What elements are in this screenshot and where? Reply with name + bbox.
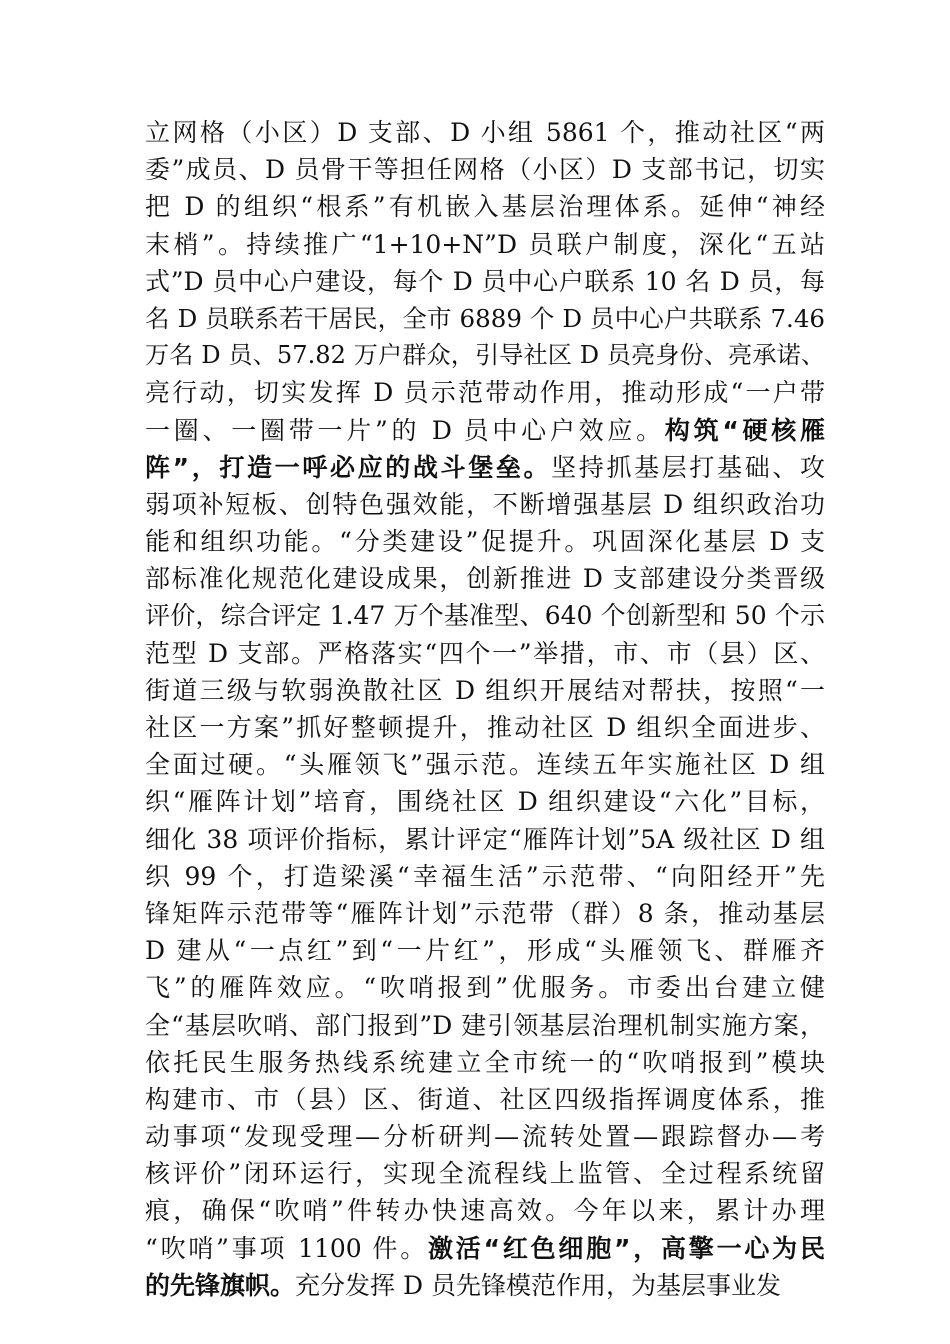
text-line [145, 300, 825, 337]
text-line [145, 151, 825, 188]
text-line [145, 374, 825, 411]
body-text: 部标准化规范化建设成果，创新推进 D 支部建设分类晋级 [145, 564, 825, 594]
body-text: 痕，确保“吹哨”件转办快速高效。今年以来，累计办理 [145, 1196, 825, 1226]
text-line [145, 188, 825, 225]
body-text: 充分发挥 D 员先锋模范作用，为基层事业发 [295, 1270, 781, 1300]
body-text: 细化 38 项评价指标，累计评定“雁阵计划”5A 级社区 D 组 [145, 824, 825, 854]
body-text: 一圈、一圈带一片”的 D 员中心户效应。 [145, 415, 665, 445]
text-line [145, 635, 825, 672]
body-text: D 建从“一点红”到“一片红”，形成“头雁领飞、群雁齐 [145, 936, 825, 966]
text-line [145, 226, 825, 263]
body-text: 式”D 员中心户建设，每个 D 员中心户联系 10 名 D 员，每 [145, 266, 825, 296]
body-text: 万名 D 员、57.82 万户群众，引导社区 D 员亮身份、亮承诺、 [145, 341, 825, 370]
body-text: 弱项补短板、创特色强效能，不断增强基层 D 组织政治功 [145, 489, 825, 519]
body-text: 委”成员、D 员骨干等担任网格（小区）D 支部书记，切实 [145, 155, 825, 185]
body-text: 全面过硬。“头雁领飞”强示范。连续五年实施社区 D 组 [145, 750, 825, 780]
text-line [145, 858, 825, 895]
body-text: 末梢”。持续推广“1+10+N”D 员联户制度，深化“五站 [145, 229, 825, 259]
text-line [145, 1155, 825, 1192]
body-text: 把 D 的组织“根系”有机嵌入基层治理体系。延伸“神经 [145, 192, 825, 222]
body-text: 全“基层吹哨、部门报到”D 建引领基层治理机制实施方案， [145, 1010, 825, 1040]
text-line [145, 783, 825, 820]
body-text: 亮行动，切实发挥 D 员示范带动作用，推动形成“一户带 [145, 378, 825, 408]
body-text: 评价，综合评定 1.47 万个基准型、640 个创新型和 50 个示 [145, 601, 825, 631]
text-line [145, 114, 825, 151]
text-line [145, 560, 825, 597]
text-line [145, 1267, 825, 1304]
body-text: 能和组织功能。“分类建设”促提升。巩固深化基层 D 支 [145, 527, 825, 557]
body-text: “吹哨”事项 1100 件。 [145, 1233, 429, 1263]
body-text: 坚持抓基层打基础、攻 [551, 452, 825, 482]
body-text: 织 99 个，打造梁溪“幸福生活”示范带、“向阳经开”先 [145, 861, 825, 891]
text-line [145, 1230, 825, 1267]
bold-heading-text: 构筑“硬核雁 [664, 415, 825, 445]
text-line [145, 412, 825, 449]
document-body-text [145, 114, 825, 1304]
text-line [145, 821, 825, 858]
text-line [145, 1007, 825, 1044]
text-line [145, 486, 825, 523]
body-text: 锋矩阵示范带等“雁阵计划”示范带（群）8 条，推动基层 [145, 898, 825, 928]
text-line [145, 597, 825, 634]
bold-heading-text: 激活“红色细胞”，高擎一心为民 [428, 1233, 825, 1263]
text-line [145, 1192, 825, 1229]
text-line [145, 932, 825, 969]
body-text: 核评价”闭环运行，实现全流程线上监管、全过程系统留 [145, 1159, 825, 1189]
body-text: 依托民生服务热线系统建立全市统一的“吹哨报到”模块 [145, 1047, 825, 1077]
body-text: 立网格（小区）D 支部、D 小组 5861 个，推动社区“两 [145, 118, 825, 147]
text-line [145, 672, 825, 709]
body-text: 社区一方案”抓好整顿提升，推动社区 D 组织全面进步、 [145, 713, 825, 742]
text-line [145, 969, 825, 1006]
body-text: 名 D 员联系若干居民，全市 6889 个 D 员中心户共联系 7.46 [145, 303, 825, 333]
text-line [145, 263, 825, 300]
body-text: 织“雁阵计划”培育，围绕社区 D 组织建设“六化”目标， [145, 787, 825, 817]
text-line [145, 523, 825, 560]
text-line [145, 895, 825, 932]
body-text: 范型 D 支部。严格落实“四个一”举措，市、市（县）区、 [145, 638, 825, 668]
bold-heading-text: 阵”，打造一呼必应的战斗堡垒。 [145, 452, 552, 482]
body-text: 飞”的雁阵效应。“吹哨报到”优服务。市委出台建立健 [145, 973, 825, 1003]
text-line [145, 746, 825, 783]
text-line [145, 337, 825, 374]
text-line [145, 449, 825, 486]
body-text: 街道三级与软弱涣散社区 D 组织开展结对帮扶，按照“一 [145, 675, 825, 705]
text-line [145, 1118, 825, 1155]
text-line [145, 1044, 825, 1081]
bold-heading-text: 的先锋旗帜。 [145, 1270, 296, 1300]
body-text: 构建市、市（县）区、街道、社区四级指挥调度体系，推 [145, 1084, 825, 1114]
body-text: 动事项“发现受理—分析研判—流转处置—跟踪督办—考 [145, 1122, 825, 1152]
text-line [145, 1081, 825, 1118]
text-line [145, 709, 825, 746]
